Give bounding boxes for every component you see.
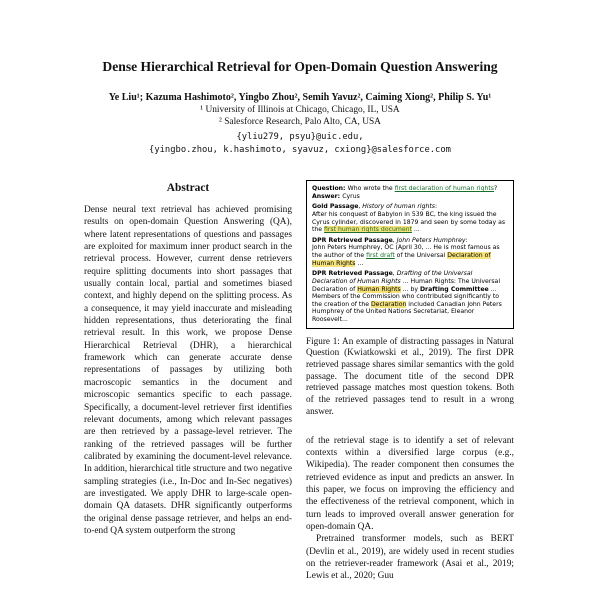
figure-line: Gold Passage, History of human rights: [312, 203, 438, 211]
paper-title: Dense Hierarchical Retrieval for Open-Domain Question Answering [102, 59, 498, 74]
two-column-layout [84, 180, 516, 583]
abstract-text: Dense neural text retrieval has achieved promising results on open-domain Question Answering (QA), where latent representations of questions and passages are exploited for maximum inner product search in the retrieval process. However, current dense retrievers require splitting documents into short passages that usually contain local, partial and sometimes biased context, and highly depend on the splitting process. As a consequence, it may yield inaccurate and misleading hidden representations, thus deteriorating the final retrieval result. In this work, we propose Dense Hierarchical Retrieval (DHR), a hierarchical framework which can generate accurate dense representations of passages by utilizing both macroscopic semantics in the document and microscopic semantics specific to each passage. Specifically, a document-level retriever first identifies relevant documents, among which relevant passages are then retrieved by a passage-level retriever. The ranking of the retrieved passages will be further calibrated by examining the document-level relevance. In addition, hierarchical title structure and two negative sampling strategies (i.e., In-Doc and In-Sec negatives) are investigated. We apply DHR to large-scale open-domain QA datasets. DHR significantly outperforms the original dense passage retriever, and helps an end-to-end QA system outperform the strong [84, 205, 292, 536]
figure-1-caption: Figure 1: An example of distracting passages in Natural Question (Kwiatkowski et al., 2019). The first DPR retrieved passage shares similar semantics with the gold passage. The document title of the second DPR retrieved passage matches most question tokens. Both of the retrieved passages tend to result in a wrong answer. [306, 335, 514, 416]
email-line-2: {yingbo.zhou, k.hashimoto, syavuz, cxiong}@salesforce.com [149, 144, 451, 155]
figure-1 [306, 180, 514, 418]
figure-line: Answer: Cyrus [312, 192, 360, 200]
figure-line: John Peters Humphrey, OC (April 30, ... He is most famous as the author of the first draft of the Universal Declaration of Human Rights ... [312, 244, 500, 267]
right-column [306, 180, 514, 583]
affiliation-2: ² Salesforce Research, Palo Alto, CA, USA [219, 117, 381, 127]
figure-line: After his conquest of Babylon in 539 BC, the king issued the Cyrus cylinder, discovered in 1879 and seen by some today as the first human rights document ... [312, 210, 506, 234]
body-paragraph-1: of the retrieval stage is to identify a set of relevant contexts within a diversified large corpus (e.g., Wikipedia). The reader component then consumes the retrieved evidence as input and predicts an answer. In this paper, we focus on improving the efficiency and the effectiveness of the retrieval component, which in turn leads to improved overall answer generation for open-domain QA. [306, 435, 514, 532]
figure-1-example-box [306, 180, 514, 329]
email-line-1: {yliu279, psyu}@uic.edu, [236, 132, 364, 142]
figure-line: DPR Retrieved Passage, John Peters Humphrey: [312, 236, 468, 244]
figure-line: DPR Retrieved Passage, Drafting of the Universal Declaration of Human Rights ... Human Rights: The Universal Declaration of Human Rights ... by Drafting Committee ... Members of the Commission who contributed significantly to the creation of the Declaration included Canadian John Peters Humphrey of the United Nations Secretariat, Eleanor Roosevelt... [312, 270, 502, 323]
abstract-heading: Abstract [166, 182, 210, 194]
affiliation-1: ¹ University of Illinois at Chicago, Chicago, IL, USA [200, 105, 400, 115]
left-column [84, 180, 292, 583]
figure-line: Question: Who wrote the first declaration of human rights? [312, 185, 498, 192]
authors-line: Ye Liu¹; Kazuma Hashimoto², Yingbo Zhou², Semih Yavuz², Caiming Xiong², Philip S. Yu¹ [108, 92, 492, 103]
body-paragraph-2: Pretrained transformer models, such as BERT (Devlin et al., 2019), are widely used in recent studies on the retriever-reader framework (Asai et al., 2019; Lewis et al., 2020; Guu [306, 534, 514, 582]
